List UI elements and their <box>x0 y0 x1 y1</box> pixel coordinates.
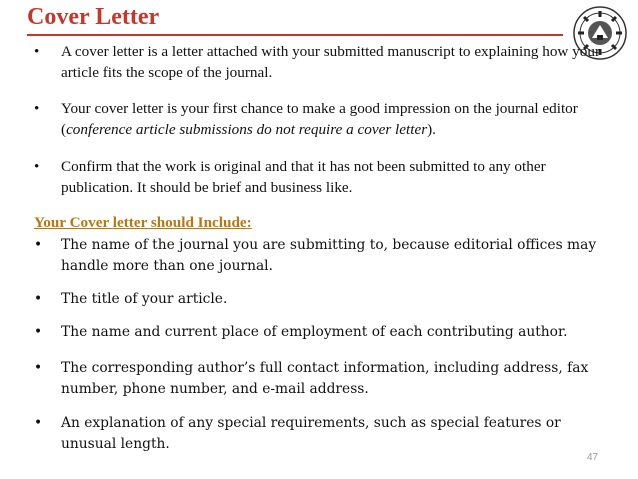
list-item <box>34 358 619 400</box>
italic-note: conference article submissions do not require a cover letter <box>66 121 428 138</box>
bullet-marker: • <box>34 415 43 431</box>
bullet-marker: • <box>34 100 40 117</box>
list-item <box>34 235 619 277</box>
list-item <box>34 98 619 140</box>
list-item-text: An explanation of any special requirements, such as special features or unusual length. <box>61 415 561 452</box>
list-item <box>34 413 619 455</box>
bullet-marker: • <box>34 158 40 175</box>
list-item-text <box>61 98 619 140</box>
title-underline <box>27 34 563 36</box>
section-subheading: Your Cover letter should Include: <box>34 214 252 231</box>
list-item-text: The title of your article. <box>61 291 228 307</box>
slide-title: Cover Letter <box>27 4 160 30</box>
list-item-text: A cover letter is a letter attached with your submitted manuscript to explaining how your article fits the scope of the journal. <box>61 43 601 81</box>
list-item <box>34 156 619 198</box>
list-item-text: The name and current place of employment of each contributing author. <box>61 324 568 340</box>
list-item <box>34 322 619 343</box>
list-item <box>34 41 619 83</box>
list-item <box>34 289 619 310</box>
page-number: 47 <box>587 452 599 463</box>
text-segment: Your cover letter is your first chance to make a good impression on the journal editor ( <box>61 100 578 138</box>
list-item-text: Confirm that the work is original and that it has not been submitted to any other publication. It should be brief and business like. <box>61 158 546 196</box>
bullet-marker: • <box>34 43 40 60</box>
bullet-marker: • <box>34 291 43 307</box>
list-item-text: The name of the journal you are submitting to, because editorial offices may handle more than one journal. <box>61 237 597 274</box>
list-item-text: The corresponding author’s full contact information, including address, fax number, phone number, and e-mail address. <box>61 360 589 397</box>
bullet-marker: • <box>34 237 43 253</box>
bullet-marker: • <box>34 360 43 376</box>
text-segment: ). <box>427 121 436 138</box>
bullet-marker: • <box>34 324 43 340</box>
